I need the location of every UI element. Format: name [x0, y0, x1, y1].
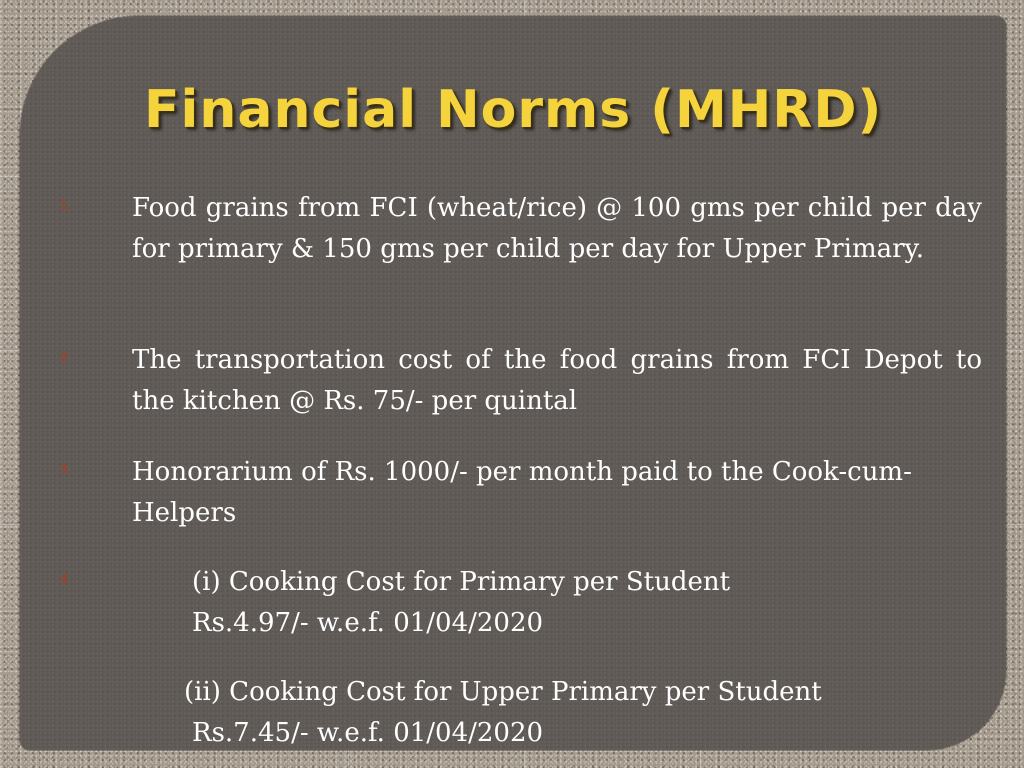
sub-item-upper-primary	[184, 672, 984, 750]
list-number: 4.	[60, 572, 72, 586]
sub-item-rate: Rs.4.97/- w.e.f. 01/04/2020	[192, 608, 544, 638]
sub-item-title: (i) Cooking Cost for Primary per Student	[192, 567, 731, 597]
list-number: 1.	[60, 198, 72, 212]
list-number: 2.	[60, 350, 72, 364]
list-text: Honorarium of Rs. 1000/- per month paid to the Cook-cum-Helpers	[132, 457, 912, 528]
sub-item-rate: Rs.7.45/- w.e.f. 01/04/2020	[192, 718, 544, 748]
slide-title: Financial Norms (MHRD)	[144, 80, 883, 140]
list-number: 3.	[60, 462, 72, 476]
list-text: Food grains from FCI (wheat/rice) @ 100 gms per child per day for primary & 150 gms per child per day for Upper Primary.	[132, 193, 982, 264]
slide-panel	[20, 16, 1006, 750]
sub-item-title: (ii) Cooking Cost for Upper Primary per Student	[184, 677, 822, 707]
list-text: The transportation cost of the food grains from FCI Depot to the kitchen @ Rs. 75/- per quintal	[132, 345, 982, 416]
sub-item-primary	[192, 562, 992, 644]
